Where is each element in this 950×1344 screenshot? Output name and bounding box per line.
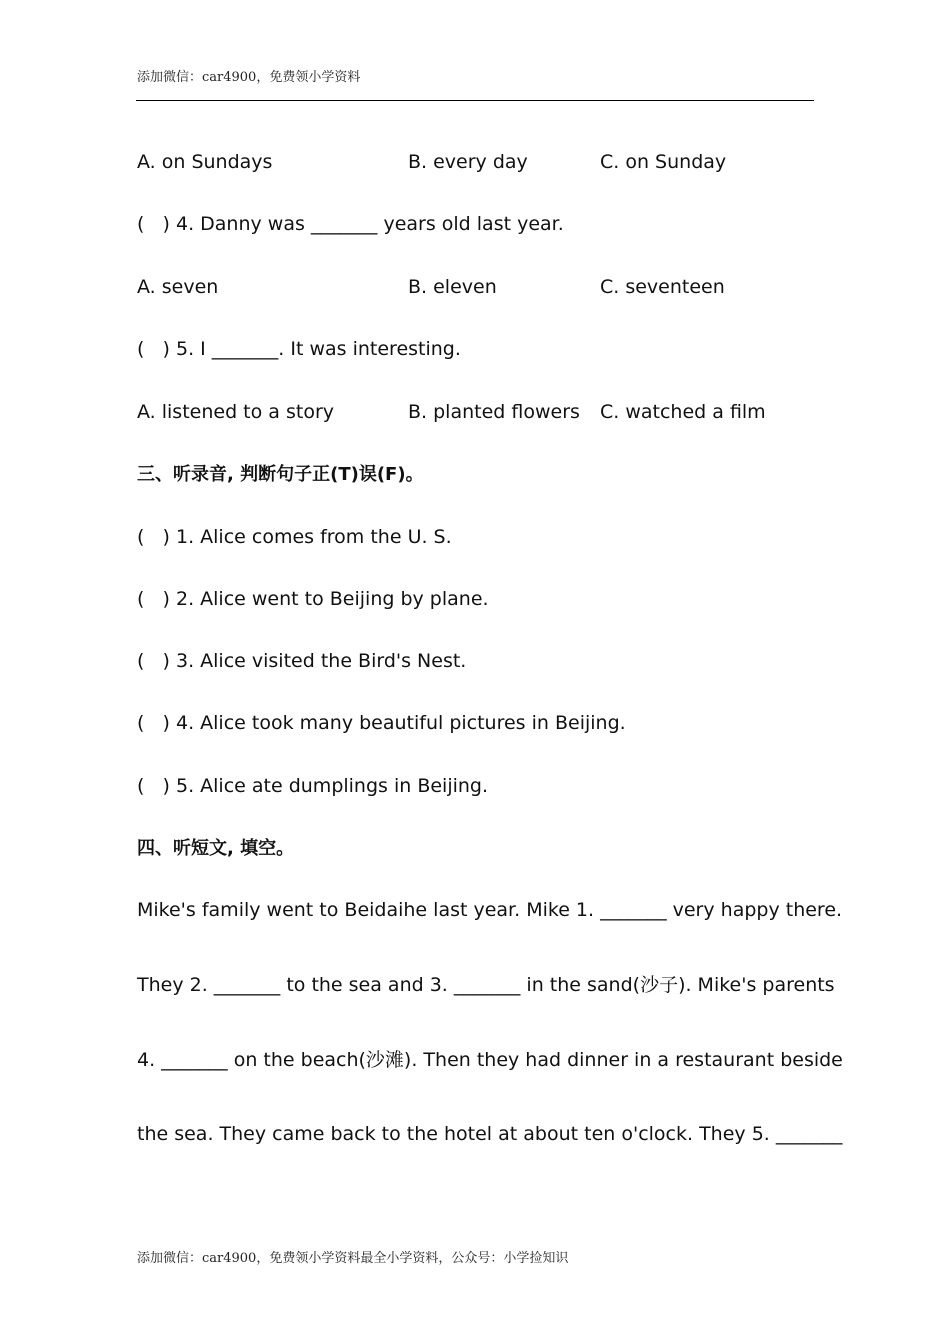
q5-option-a: A. listened to a story	[137, 401, 334, 423]
q3-option-b: B. every day	[408, 151, 528, 173]
tf-item-1: ( ) 1. Alice comes from the U. S.	[137, 526, 452, 548]
cloze-line-2: They 2. _______ to the sea and 3. _______ in the sand(沙子). Mike's parents	[137, 974, 835, 996]
tf-item-5: ( ) 5. Alice ate dumplings in Beijing.	[137, 775, 489, 797]
section-4-heading: 四、听短文, 填空。	[137, 838, 295, 859]
cloze-line-1: Mike's family went to Beidaihe last year. Mike 1. _______ very happy there.	[137, 899, 843, 921]
section-3-heading: 三、听录音, 判断句子正(T)误(F)。	[137, 464, 424, 485]
cloze-line-4: the sea. They came back to the hotel at about ten o'clock. They 5. _______	[137, 1123, 843, 1145]
question-5: ( ) 5. I _______. It was interesting.	[137, 338, 461, 360]
q4-option-c: C. seventeen	[600, 276, 725, 298]
cloze-line-3: 4. _______ on the beach(沙滩). Then they had dinner in a restaurant beside	[137, 1049, 843, 1071]
tf-item-4: ( ) 4. Alice took many beautiful pictures in Beijing.	[137, 712, 626, 734]
tf-item-3: ( ) 3. Alice visited the Bird's Nest.	[137, 650, 467, 672]
q5-option-c: C. watched a film	[600, 401, 766, 423]
question-4: ( ) 4. Danny was _______ years old last year.	[137, 213, 564, 235]
header-rule	[136, 100, 814, 101]
q4-option-b: B. eleven	[408, 276, 497, 298]
q3-option-a: A. on Sundays	[137, 151, 273, 173]
q5-option-b: B. planted flowers	[408, 401, 580, 423]
tf-item-2: ( ) 2. Alice went to Beijing by plane.	[137, 588, 489, 610]
q3-option-c: C. on Sunday	[600, 151, 727, 173]
q4-option-a: A. seven	[137, 276, 219, 298]
footer-note: 添加微信：car4900，免费领小学资料最全小学资料，公众号：小学捡知识	[137, 1251, 569, 1266]
header-note: 添加微信：car4900，免费领小学资料	[137, 70, 361, 85]
